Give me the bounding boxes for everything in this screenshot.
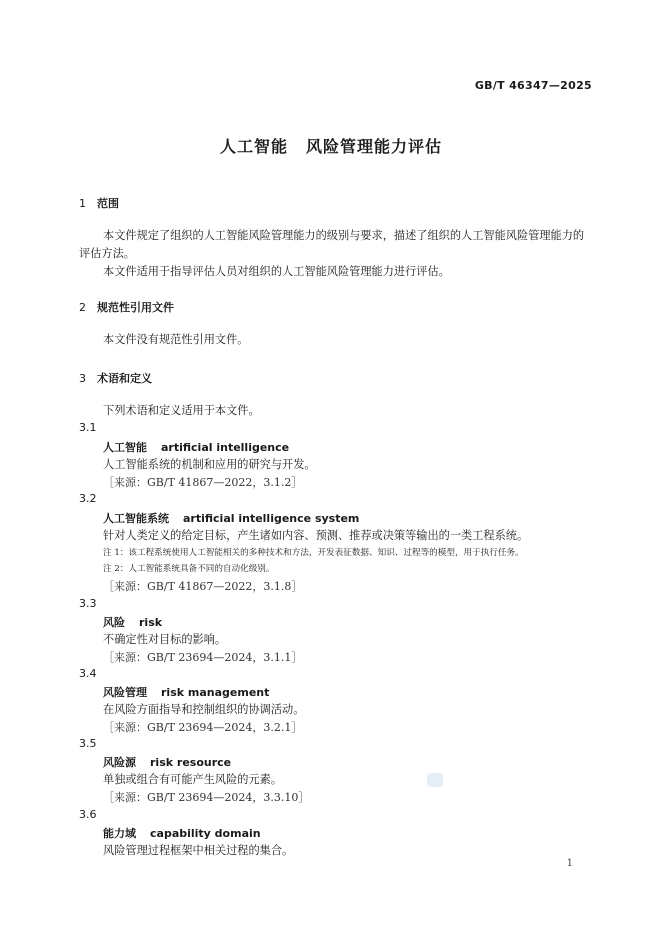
term-heading: 能力域 capability domain	[103, 827, 261, 840]
term-definition: 在风险方面指导和控制组织的协调活动。	[103, 703, 305, 716]
section-heading-1: 1 范围	[79, 197, 119, 210]
term-definition: 风险管理过程框架中相关过程的集合。	[103, 844, 294, 857]
term-source: ［来源：GB/T 23694—2024，3.2.1］	[103, 721, 303, 734]
term-heading: 风险 risk	[103, 616, 163, 629]
normative-paragraph: 本文件没有规范性引用文件。	[103, 333, 249, 346]
term-source: ［来源：GB/T 41867—2022，3.1.2］	[103, 476, 303, 489]
standard-code: GB/T 46347—2025	[474, 79, 592, 92]
scope-paragraph-2: 本文件适用于指导评估人员对组织的人工智能风险管理能力进行评估。	[103, 265, 450, 278]
section-heading-2: 2 规范性引用文件	[79, 301, 174, 314]
term-definition: 单独或组合有可能产生风险的元素。	[103, 773, 283, 786]
term-definition: 人工智能系统的机制和应用的研究与开发。	[103, 458, 316, 471]
term-definition: 针对人类定义的给定目标，产生诸如内容、预测、推荐或决策等输出的一类工程系统。	[103, 529, 529, 542]
term-heading: 风险管理 risk management	[103, 686, 270, 699]
watermark-mark	[427, 773, 443, 787]
term-number: 3.6	[79, 808, 97, 821]
term-source: ［来源：GB/T 23694—2024，3.1.1］	[103, 651, 303, 664]
section-heading-3: 3 术语和定义	[79, 372, 152, 385]
term-number: 3.2	[79, 492, 97, 505]
term-heading: 风险源 risk resource	[103, 756, 232, 769]
term-note: 注 2：人工智能系统具备不同的自动化级别。	[103, 564, 275, 574]
term-definition: 不确定性对目标的影响。	[103, 633, 227, 646]
title-part-2: 风险管理能力评估	[306, 137, 443, 156]
term-number: 3.4	[79, 667, 97, 680]
term-heading: 人工智能 artificial intelligence	[103, 441, 290, 454]
terms-intro: 下列术语和定义适用于本文件。	[103, 404, 260, 417]
term-number: 3.1	[79, 421, 97, 434]
term-source: ［来源：GB/T 41867—2022，3.1.8］	[103, 580, 303, 593]
scope-paragraph-1: 本文件规定了组织的人工智能风险管理能力的级别与要求，描述了组织的人工智能风险管理能力的评估方法。	[79, 229, 585, 260]
title-part-1: 人工智能	[219, 137, 288, 156]
term-source: ［来源：GB/T 23694—2024，3.3.10］	[103, 791, 310, 804]
term-number: 3.5	[79, 737, 97, 750]
document-title	[0, 134, 662, 157]
term-note: 注 1：该工程系统使用人工智能相关的多种技术和方法，开发表征数据、知识、过程等的模型，用于执行任务。	[103, 548, 524, 558]
term-heading: 人工智能系统 artificial intelligence system	[103, 512, 360, 525]
page-number: 1	[566, 858, 573, 869]
term-number: 3.3	[79, 597, 97, 610]
